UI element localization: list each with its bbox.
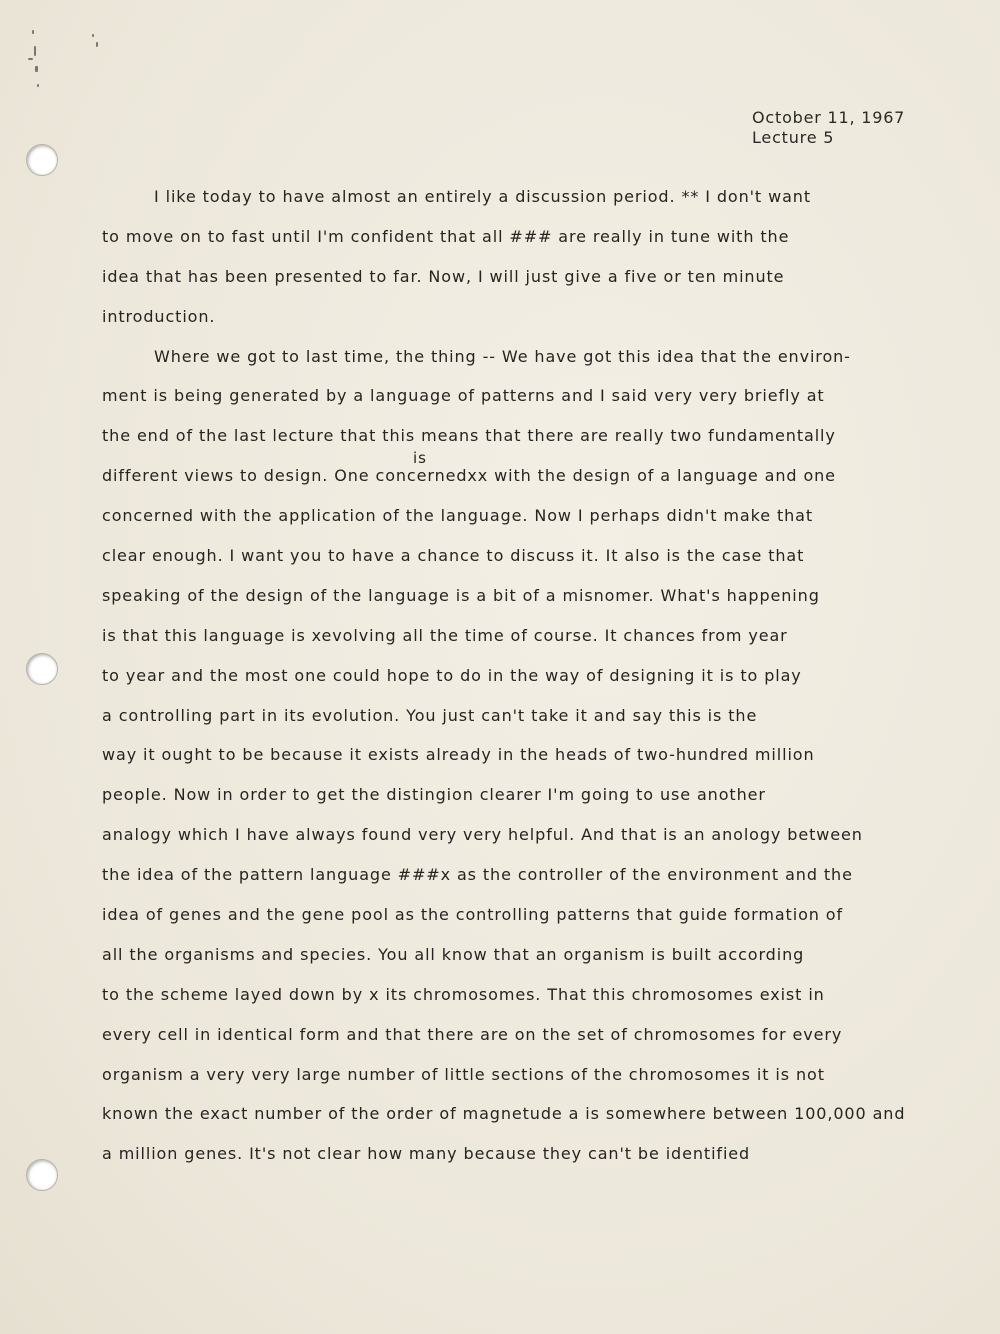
text-line: Where we got to last time, the thing -- We have got this idea that the environ-	[154, 346, 851, 366]
text-line: every cell in identical form and that there are on the set of chromosomes for every	[102, 1024, 843, 1044]
text-line: all the organisms and species. You all know that an organism is built according	[102, 944, 805, 964]
text-line: organism a very very large number of little sections of the chromosomes it is not	[102, 1064, 825, 1084]
text-line: speaking of the design of the language is a bit of a misnomer. What's happening	[102, 585, 820, 605]
text-line: people. Now in order to get the distingion clearer I'm going to use another	[102, 785, 766, 805]
text-line: to move on to fast until I'm confident that all ### are really in tune with the	[102, 226, 790, 246]
punch-hole-bottom	[26, 1159, 58, 1191]
text-line: clear enough. I want you to have a chance to discuss it. It also is the case that	[102, 546, 805, 566]
margin-specks	[18, 28, 108, 118]
text-line: idea of genes and the gene pool as the controlling patterns that guide formation of	[102, 905, 844, 925]
text-line: concerned with the application of the language. Now I perhaps didn't make that	[102, 506, 814, 526]
text-line: ment is being generated by a language of patterns and I said very very briefly at	[102, 386, 825, 406]
text-line: to the scheme layed down by x its chromosomes. That this chromosomes exist in	[102, 984, 825, 1004]
handwritten-insertion: is	[413, 449, 427, 467]
text-line: I like today to have almost an entirely a discussion period. ** I don't want	[154, 187, 811, 206]
text-line: a million genes. It's not clear how many because they can't be identified	[102, 1144, 751, 1164]
lecture-number: Lecture 5	[752, 128, 835, 147]
text-line: idea that has been presented to far. Now, I will just give a five or ten minute	[102, 266, 785, 286]
text-line: the end of the last lecture that this means that there are really two fundamentally	[102, 426, 836, 446]
text-line: introduction.	[102, 306, 216, 326]
date-header	[752, 108, 905, 148]
lecture-body	[102, 186, 942, 1183]
text-line: known the exact number of the order of magnetude a is somewhere between 100,000 and	[102, 1104, 906, 1124]
text-line: to year and the most one could hope to do in the way of designing it is to play	[102, 665, 802, 685]
text-line: is that this language is xevolving all the time of course. It chances from year	[102, 625, 788, 645]
text-line: analogy which I have always found very very helpful. And that is an anology between	[102, 825, 863, 845]
text-line: the idea of the pattern language ###x as the controller of the environment and the	[102, 865, 853, 885]
text-line: different views to design. One concernedxx with the design of a language and one	[102, 466, 836, 486]
text-line: a controlling part in its evolution. You just can't take it and say this is the	[102, 705, 758, 725]
punch-hole-top	[26, 144, 58, 176]
text-line: way it ought to be because it exists already in the heads of two-hundred million	[102, 745, 815, 765]
punch-hole-middle	[26, 653, 58, 685]
lecture-date: October 11, 1967	[752, 108, 906, 127]
